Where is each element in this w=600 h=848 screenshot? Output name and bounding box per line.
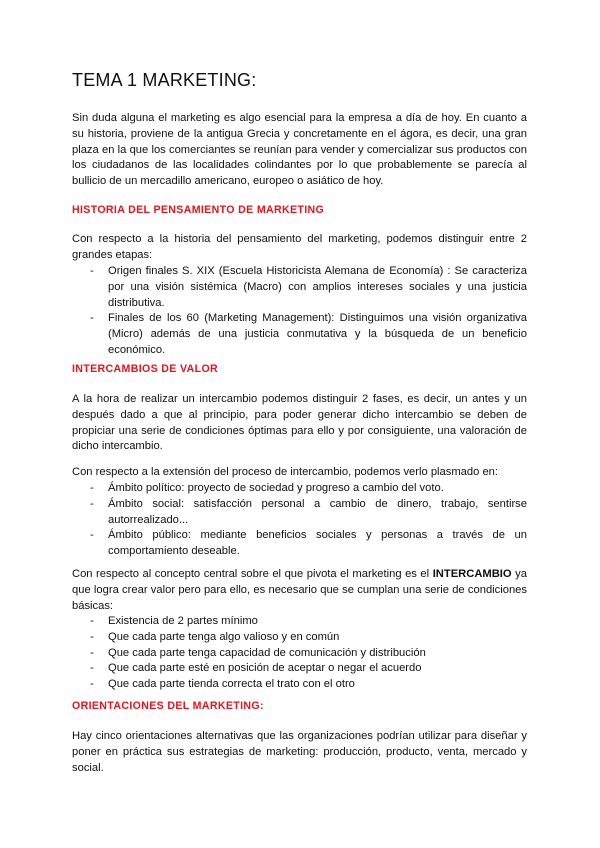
historia-paragraph: Con respecto a la historia del pensamiento del marketing, podemos distinguir entre 2 grandes etapas: <box>72 233 527 261</box>
section-heading-intercambios: INTERCAMBIOS DE VALOR <box>72 363 219 375</box>
condiciones-list <box>72 614 527 693</box>
list-item: - Ámbito político: proyecto de sociedad y progreso a cambio del voto. <box>72 481 527 497</box>
concepto-text-before: Con respecto al concepto central sobre el que pivota el marketing es el <box>72 568 433 580</box>
concepto-bold-term: INTERCAMBIO <box>432 568 512 580</box>
historia-list <box>72 264 527 359</box>
document-title: TEMA 1 MARKETING: <box>72 70 257 90</box>
ambitos-list <box>72 481 527 560</box>
list-item: - Que cada parte tienda correcta el trato con el otro <box>72 677 527 693</box>
list-item: - Ámbito social: satisfacción personal a cambio de dinero, trabajo, sentirse autorrealizado... <box>72 497 527 529</box>
intercambios-paragraph: A la hora de realizar un intercambio podemos distinguir 2 fases, es decir, un antes y un después dado a que al principio, para poder generar dicho intercambio se deben de propiciar una serie de condiciones óptimas para ello y por consiguiente, una valoración de dicho intercambio. <box>72 393 527 453</box>
list-item: - Ámbito público: mediante beneficios sociales y personas a través de un comportamiento deseable. <box>72 528 527 560</box>
concepto-text-after: ya que logra crear valor pero para ello, es necesario que se cumplan una serie de condiciones básicas: <box>72 568 527 612</box>
section-heading-historia: HISTORIA DEL PENSAMIENTO DE MARKETING <box>72 204 325 216</box>
list-item: - Finales de los 60 (Marketing Management): Distinguimos una visión organizativa (Micro) además de una justicia conmutativa y la búsqueda de un beneficio económico. <box>72 311 527 358</box>
extension-paragraph: Con respecto a la extensión del proceso de intercambio, podemos verlo plasmado en: <box>72 466 498 478</box>
list-item: - Que cada parte tenga capacidad de comunicación y distribución <box>72 646 527 662</box>
list-item: - Existencia de 2 partes mínimo <box>72 614 527 630</box>
intro-paragraph: Sin duda alguna el marketing es algo esencial para la empresa a día de hoy. En cuanto a su historia, proviene de la antigua Grecia y concretamente en el ágora, es decir, una gran plaza en la que los comerciantes se reunían para vender y comercializar sus productos con los ciudadanos de las localidades colindantes por lo que probablemente se parecía al bullicio de un mercadillo americano, europeo o asiático de hoy. <box>72 112 527 188</box>
list-item: - Que cada parte tenga algo valioso y en común <box>72 630 527 646</box>
concepto-paragraph <box>72 567 527 614</box>
list-item: - Que cada parte esté en posición de aceptar o negar el acuerdo <box>72 661 527 677</box>
list-item: - Origen finales S. XIX (Escuela Historicista Alemana de Economía) : Se caracteriza por una visión sistémica (Macro) con amplios intereses sociales y una justicia distributiva. <box>72 264 527 311</box>
orientaciones-paragraph: Hay cinco orientaciones alternativas que las organizaciones podrían utilizar para diseñar y poner en práctica sus estrategias de marketing: producción, producto, venta, mercado y social. <box>72 730 527 774</box>
section-heading-orientaciones: ORIENTACIONES DEL MARKETING: <box>72 700 264 712</box>
